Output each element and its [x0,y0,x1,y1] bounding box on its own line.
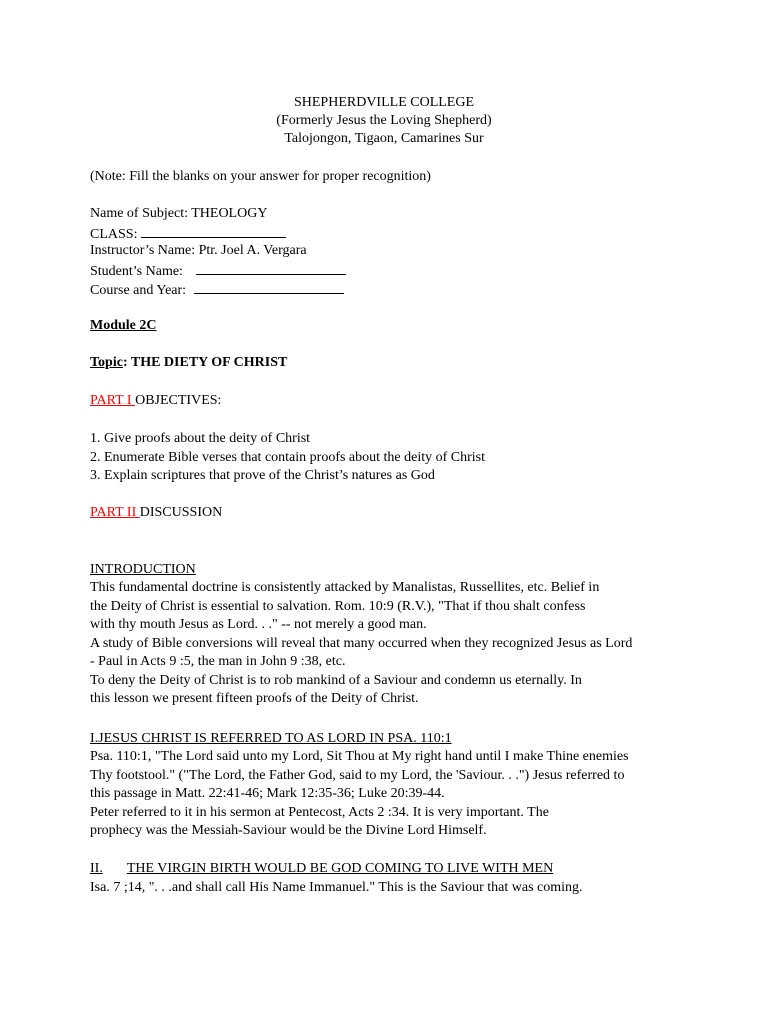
course-blank[interactable] [194,279,344,294]
module-title: Module 2C [90,318,157,333]
note: (Note: Fill the blanks on your answer for proper recognition) [90,169,431,184]
section1-heading: I.JESUS CHRIST IS REFERRED TO AS LORD IN PSA. 110:1 [90,731,452,746]
subject-row [90,205,267,224]
topic-label: Topic [90,355,123,370]
topic-value: : THE DIETY OF CHRIST [122,355,288,370]
subject-value: THEOLOGY [191,206,268,221]
section1-line: Peter referred to it in his sermon at Pentecost, Acts 2 :34. It is very important. The [90,804,549,820]
section2-number: II. [90,861,103,876]
part2-title: DISCUSSION [139,505,223,520]
objective-item: 2. Enumerate Bible verses that contain proofs about the deity of Christ [90,449,486,465]
part2-heading [90,504,222,523]
section2-heading [90,860,553,879]
section1-line: prophecy was the Messiah-Saviour would be the Divine Lord Himself. [90,823,487,838]
section2-body [90,879,583,898]
section1-line: Thy footstool." ("The Lord, the Father God, said to my Lord, the 'Saviour. . .") Jesus referred to [90,767,625,783]
introduction-heading: INTRODUCTION [90,562,196,577]
introduction-line: the Deity of Christ is essential to salvation. Rom. 10:9 (R.V.), "That if thou shalt confess [90,598,586,614]
class-label: CLASS: [90,227,138,242]
part1-heading [90,392,221,411]
college-formerly: (Formerly Jesus the Loving Shepherd) [276,113,492,128]
subject-label: Name of Subject: [90,206,188,221]
course-label: Course and Year: [90,283,187,298]
section1-body [90,748,629,841]
college-address: Talojongon, Tigaon, Camarines Sur [284,131,484,146]
introduction-body [90,579,632,709]
section1-line: this passage in Matt. 22:41-46; Mark 12:35-36; Luke 20:39-44. [90,786,445,801]
instructor-row [90,242,307,261]
introduction-line: - Paul in Acts 9 :5, the man in John 9 :38, etc. [90,654,346,669]
student-label: Student’s Name: [90,264,183,279]
instructor-value: Ptr. Joel A. Vergara [198,243,307,258]
student-blank[interactable] [196,260,346,275]
part2-label: PART II [90,505,140,520]
introduction-line: This fundamental doctrine is consistently attacked by Manalistas, Russellites, etc. Belief in [90,580,600,595]
college-name: SHEPHERDVILLE COLLEGE [293,95,475,110]
section2-line: Isa. 7 ;14, ". . .and shall call His Name Immanuel." This is the Saviour that was coming. [90,880,583,895]
objective-item: 3. Explain scriptures that prove of the Christ’s natures as God [90,468,435,483]
introduction-line: with thy mouth Jesus as Lord. . ." -- not merely a good man. [90,617,427,632]
objectives-list [90,430,485,486]
section1-line: Psa. 110:1, "The Lord said unto my Lord, Sit Thou at My right hand until I make Thine enemies [90,749,629,764]
topic-row [90,354,287,373]
introduction-line: To deny the Deity of Christ is to rob mankind of a Saviour and condemn us eternally. In [90,672,582,688]
course-row [90,279,344,301]
section2-title: THE VIRGIN BIRTH WOULD BE GOD COMING TO LIVE WITH MEN [126,861,554,876]
class-blank[interactable] [141,223,286,238]
introduction-line: this lesson we present fifteen proofs of the Deity of Christ. [90,691,419,706]
part1-title: OBJECTIVES: [135,393,222,408]
part1-label: PART I [90,393,136,408]
objective-item: 1. Give proofs about the deity of Christ [90,431,311,446]
instructor-label: Instructor’s Name: [90,243,196,258]
introduction-line: A study of Bible conversions will reveal that many occurred when they recognized Jesus as Lord [90,635,633,651]
